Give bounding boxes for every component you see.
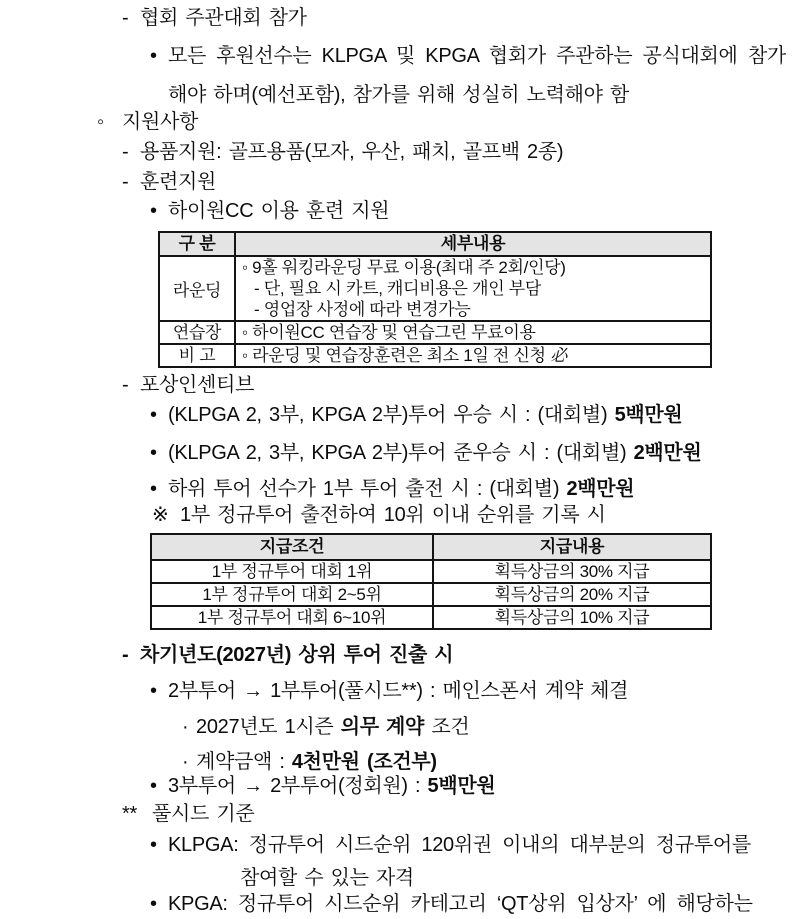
middot-icon: ·: [182, 751, 189, 773]
bullet-icon: •: [150, 200, 157, 222]
win-bonus-line: (KLPGA 2, 3부, KPGA 2부)투어 우승 시 : (대회별) 5백만원: [168, 404, 683, 426]
bullet-icon: •: [150, 404, 157, 426]
row-label-remarks: 비 고: [159, 344, 235, 367]
table-cell: 1부 정규투어 대회 6~10위: [151, 606, 433, 629]
assoc-heading: 협회 주관대회 참가: [140, 7, 307, 29]
table-line: - 영업장 사정에 따라 변경가능: [254, 300, 471, 319]
table-header-row: [159, 232, 711, 256]
bullet-icon: •: [150, 45, 157, 67]
hanja-pil: 必: [550, 346, 567, 365]
top10-note-line: 1부 정규투어 출전하여 10위 이내 순위를 기록 시: [180, 504, 606, 526]
bullet-icon: •: [150, 478, 157, 500]
kpga-note-line: KPGA: 정규투어 시드순위 카테고리 ‘QT상위 입상자’ 에 해당하는: [168, 893, 753, 915]
table-row: [151, 606, 711, 629]
row-content-remarks: ◦ 라운딩 및 연습장훈련은 최소 1일 전 신청 必: [235, 344, 711, 367]
next-year-heading: 차기년도(2027년) 상위 투어 진출 시: [140, 644, 454, 666]
table-row: [159, 344, 711, 367]
row-content-range: [235, 321, 711, 344]
table-row: [151, 583, 711, 606]
lower-tour-bonus-line: 하위 투어 선수가 1부 투어 출전 시 : (대회별) 2백만원: [168, 478, 635, 500]
support-heading: 지원사항: [122, 111, 199, 133]
incentive-heading: 포상인센티브: [140, 374, 255, 396]
dash-icon: -: [122, 171, 129, 193]
contract-amount-line: 계약금액 : 4천만원 (조건부): [196, 751, 437, 773]
circle-bullet-icon: ◦: [97, 111, 104, 133]
runnerup-bonus-line: (KLPGA 2, 3부, KPGA 2부)투어 준우승 시 : (대회별) 2백만원: [168, 442, 702, 464]
table-line: - 단, 필요 시 카트, 캐디비용은 개인 부담: [254, 279, 541, 298]
support-table: [158, 231, 712, 368]
assoc-body-line2: 해야 하며(예선포함), 참가를 위해 성실히 노력해야 함: [168, 84, 629, 106]
table-line: ◦ 9홀 워킹라운딩 무료 이용(최대 주 2회/인당): [242, 258, 566, 277]
row-content-rounding: [235, 256, 711, 321]
table-cell: 1부 정규투어 대회 2~5위: [151, 583, 433, 606]
klpga-note-line1: KLPGA: 정규투어 시드순위 120위권 이내의 대부분의 정규투어를: [168, 834, 751, 856]
assoc-body-line1: 모든 후원선수는 KLPGA 및 KPGA 협회가 주관하는 공식대회에 참가: [168, 45, 786, 67]
table-cell: 1부 정규투어 대회 1위: [151, 560, 433, 583]
goods-support-line: 용품지원: 골프용품(모자, 우산, 패치, 골프백 2종): [140, 141, 564, 163]
bullet-icon: •: [150, 775, 157, 797]
season-2027-line: 2027년도 1시즌 의무 계약 조건: [196, 716, 470, 738]
table-cell: 획득상금의 10% 지급: [433, 606, 711, 629]
promotion-3to2-line: 3부투어 → 2부투어(정회원) : 5백만원: [168, 775, 496, 797]
reference-mark-icon: ※: [152, 504, 169, 526]
dash-icon: -: [122, 141, 129, 163]
dash-icon: -: [122, 374, 129, 396]
highone-cc-line: 하이원CC 이용 훈련 지원: [168, 200, 390, 222]
table-row: [159, 256, 711, 321]
dash-icon: -: [122, 7, 129, 29]
table-cell: 획득상금의 30% 지급: [433, 560, 711, 583]
middot-icon: ·: [182, 716, 189, 738]
dash-icon: -: [122, 644, 129, 666]
table-header-cell: 구 분: [159, 232, 235, 256]
double-asterisk-icon: **: [122, 803, 137, 825]
table-row: [159, 321, 711, 344]
payout-table: [150, 533, 712, 630]
promotion-2to1-line: 2부투어 → 1부투어(풀시드**) : 메인스폰서 계약 체결: [168, 680, 629, 702]
table-header-cell: 세부내용: [235, 232, 711, 256]
table-header-cell: 지급조건: [151, 534, 433, 560]
table-line: ◦ 하이원CC 연습장 및 연습그린 무료이용: [242, 323, 536, 342]
table-cell: 획득상금의 20% 지급: [433, 583, 711, 606]
bullet-icon: •: [150, 442, 157, 464]
bullet-icon: •: [150, 680, 157, 702]
bullet-icon: •: [150, 834, 157, 856]
fullseed-heading: 풀시드 기준: [152, 803, 255, 825]
table-header-row: [151, 534, 711, 560]
klpga-note-line2: 참여할 수 있는 자격: [240, 867, 414, 889]
table-header-cell: 지급내용: [433, 534, 711, 560]
training-support-line: 훈련지원: [140, 171, 217, 193]
row-label-range: 연습장: [159, 321, 235, 344]
bullet-icon: •: [150, 893, 157, 915]
row-label-rounding: 라운딩: [159, 256, 235, 321]
table-row: [151, 560, 711, 583]
